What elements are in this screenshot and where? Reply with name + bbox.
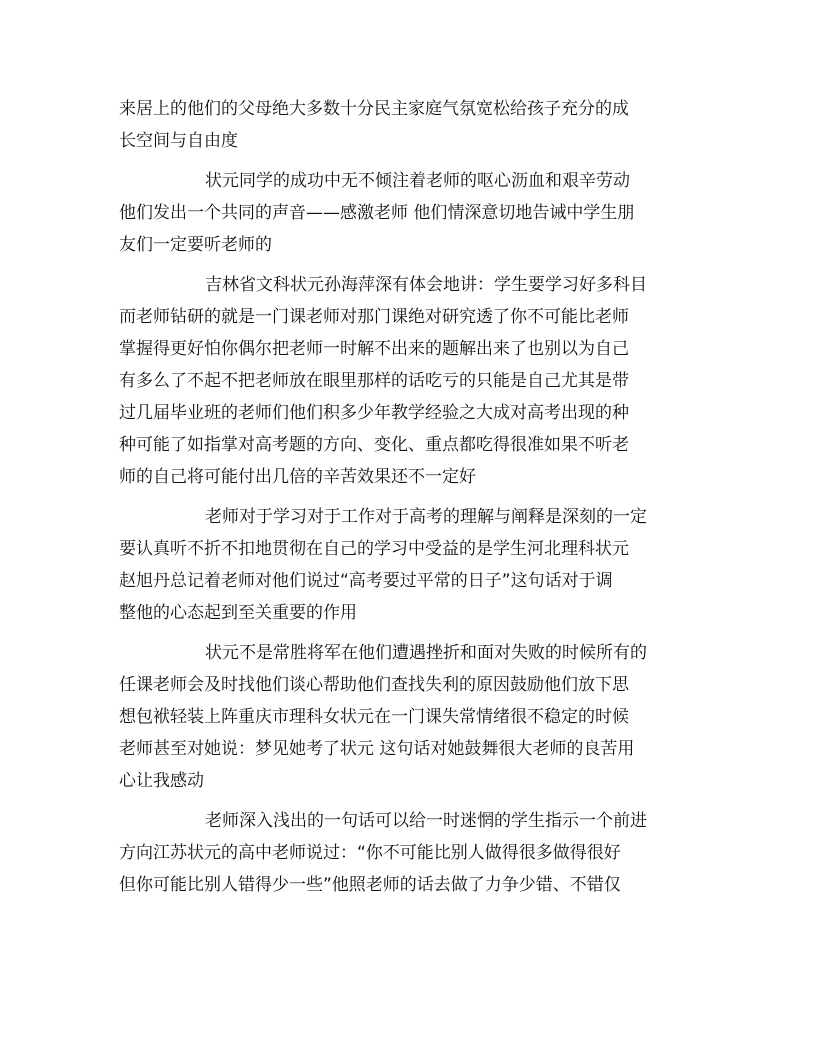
text-line: 老师对于学习对于工作对于高考的理解与阐释是深刻的一定 [205,507,647,527]
text-line: 长空间与自由度 [119,131,238,151]
text-line: 吉林省文科状元孙海萍深有体会地讲：学生要学习好多科目 [205,275,647,295]
text-line: 心让我感动 [119,771,204,791]
text-line: 有多么了不起不把老师放在眼里那样的话吃亏的只能是自己尤其是带 [119,371,629,391]
text-line: 过几届毕业班的老师们他们积多少年教学经验之大成对高考出现的种 [119,403,629,423]
text-line: 状元同学的成功中无不倾注着老师的呕心沥血和艰辛劳动 [205,171,630,191]
text-line: 掌握得更好怕你偶尔把老师一时解不出来的题解出来了也别以为自己 [119,339,629,359]
text-line: 整他的心态起到至关重要的作用 [119,603,357,623]
text-line: 方向江苏状元的高中老师说过：“你不可能比别人做得很多做得很好 [119,843,621,863]
text-line: 而老师钻研的就是一门课老师对那门课绝对研究透了你不可能比老师 [119,307,629,327]
paragraph [119,501,694,629]
text-line: 任课老师会及时找他们谈心帮助他们查找失利的原因鼓励他们放下思 [119,675,629,695]
text-line: 他们发出一个共同的声音——感激老师 他们情深意切地告诫中学生朋 [119,203,635,223]
text-line: 来居上的他们的父母绝大多数十分民主家庭气氛宽松给孩子充分的成 [119,99,629,119]
text-line: 友们一定要听老师的 [119,235,272,255]
paragraph [119,805,694,901]
text-line: 赵旭丹总记着老师对他们说过“高考要过平常的日子”这句话对于调 [119,571,613,591]
text-line: 想包袱轻装上阵重庆市理科女状元在一门课失常情绪很不稳定的时候 [119,707,629,727]
text-line: 状元不是常胜将军在他们遭遇挫折和面对失败的时候所有的 [205,643,647,663]
text-line: 种可能了如指掌对高考题的方向、变化、重点都吃得很准如果不听老 [119,435,629,455]
text-line: 要认真听不折不扣地贯彻在自己的学习中受益的是学生河北理科状元 [119,539,629,559]
paragraph [119,269,694,493]
text-line: 但你可能比别人错得少一些”他照老师的话去做了力争少错、不错仅 [119,875,621,895]
text-line: 师的自己将可能付出几倍的辛苦效果还不一定好 [119,467,476,487]
text-line: 老师深入浅出的一句话可以给一时迷惘的学生指示一个前进 [205,811,647,831]
paragraph [119,93,694,157]
document-body [119,93,694,901]
text-line: 老师甚至对她说：梦见她考了状元 这句话对她鼓舞很大老师的良苦用 [119,739,635,759]
paragraph [119,165,694,261]
paragraph [119,637,694,797]
